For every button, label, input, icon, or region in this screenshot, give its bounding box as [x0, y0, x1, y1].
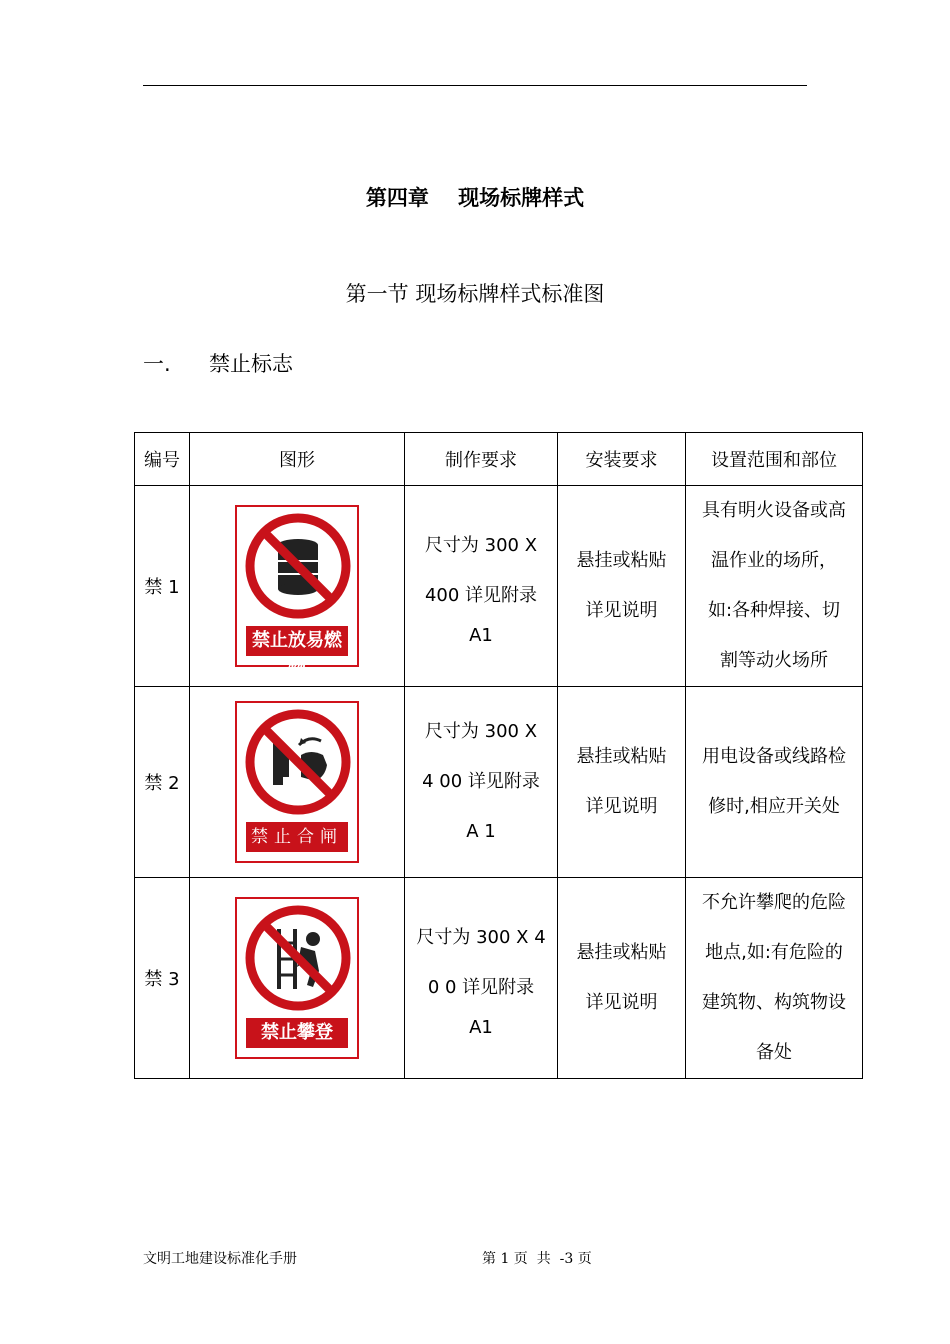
- text-line: 修时,相应开关处: [708, 796, 840, 817]
- subsection-number: 一.: [143, 352, 171, 376]
- prohibition-signs-table: [134, 432, 863, 1079]
- install-requirements: [558, 687, 686, 878]
- footer-manual-title: 文明工地建设标准化手册: [143, 1251, 297, 1267]
- header-no: 编号: [135, 433, 190, 486]
- text-line: 建筑物、构筑物设: [702, 992, 846, 1013]
- row-number: 禁 3: [135, 878, 190, 1079]
- sign-plate: 禁止合闸: [246, 822, 348, 852]
- sign-plate: 禁止放易燃物: [246, 626, 348, 656]
- make-requirements: [405, 878, 558, 1079]
- row-number: 禁 2: [135, 687, 190, 878]
- text-line: 尺寸为 300 X: [424, 535, 538, 556]
- climbing-person-icon: [243, 903, 353, 1013]
- text-line: 详见说明: [585, 992, 658, 1013]
- header-make: 制作要求: [405, 433, 558, 486]
- text-line: 尺寸为 300 X: [424, 721, 538, 742]
- text-line: 具有明火设备或高: [702, 500, 846, 521]
- header-figure: 图形: [190, 433, 405, 486]
- text-line: A1: [469, 1017, 493, 1038]
- sign-figure-cell: [190, 687, 405, 878]
- text-line: 详见说明: [585, 600, 658, 621]
- footer-page-number: 第 1 页 共 -3 页: [482, 1251, 592, 1267]
- text-line: 尺寸为 300 X 4: [416, 927, 546, 948]
- header-install: 安装要求: [558, 433, 686, 486]
- sign-plate: 禁止攀登: [246, 1018, 348, 1048]
- text-line: A1: [469, 625, 493, 646]
- text-line: 悬挂或粘贴: [576, 942, 667, 963]
- text-line: 用电设备或线路检: [702, 746, 846, 767]
- header-rule: [143, 85, 807, 86]
- area-description: [686, 687, 863, 878]
- subsection-title: 禁止标志: [209, 352, 293, 376]
- sign-no-flammables: [235, 505, 359, 681]
- text-line: 割等动火场所: [720, 650, 828, 671]
- make-requirements: [405, 486, 558, 687]
- text-line: 400 详见附录: [424, 585, 538, 606]
- install-requirements: [558, 486, 686, 687]
- row-number: 禁 1: [135, 486, 190, 687]
- text-line: 4 00 详见附录: [422, 771, 540, 792]
- text-line: 不允许攀爬的危险: [702, 892, 846, 913]
- switch-hand-icon: [243, 707, 353, 817]
- sign-no-climbing: [235, 897, 359, 1059]
- text-line: 地点,如:有危险的: [705, 942, 843, 963]
- install-requirements: [558, 878, 686, 1079]
- sign-figure-cell: [190, 486, 405, 687]
- text-line: 如:各种焊接、切: [707, 600, 841, 621]
- flammable-barrel-icon: [243, 511, 353, 621]
- table-row: [135, 878, 863, 1079]
- section-title: 第一节 现场标牌样式标准图: [345, 282, 605, 306]
- text-line: A 1: [466, 821, 496, 842]
- text-line: 温作业的场所，: [711, 550, 837, 571]
- sign-figure-cell: [190, 878, 405, 1079]
- table-row: [135, 486, 863, 687]
- subsection-heading: [143, 348, 293, 378]
- sign-no-switching-on: [235, 701, 359, 863]
- area-description: [686, 486, 863, 687]
- make-requirements: [405, 687, 558, 878]
- text-line: 详见说明: [585, 796, 658, 817]
- header-area: 设置范围和部位: [686, 433, 863, 486]
- text-line: 悬挂或粘贴: [576, 550, 667, 571]
- table-row: [135, 687, 863, 878]
- chapter-title: 第四章 现场标牌样式: [365, 186, 585, 210]
- text-line: 备处: [756, 1042, 792, 1063]
- text-line: 悬挂或粘贴: [576, 746, 667, 767]
- table-header-row: [135, 433, 863, 486]
- area-description: [686, 878, 863, 1079]
- text-line: 0 0 详见附录: [427, 977, 535, 998]
